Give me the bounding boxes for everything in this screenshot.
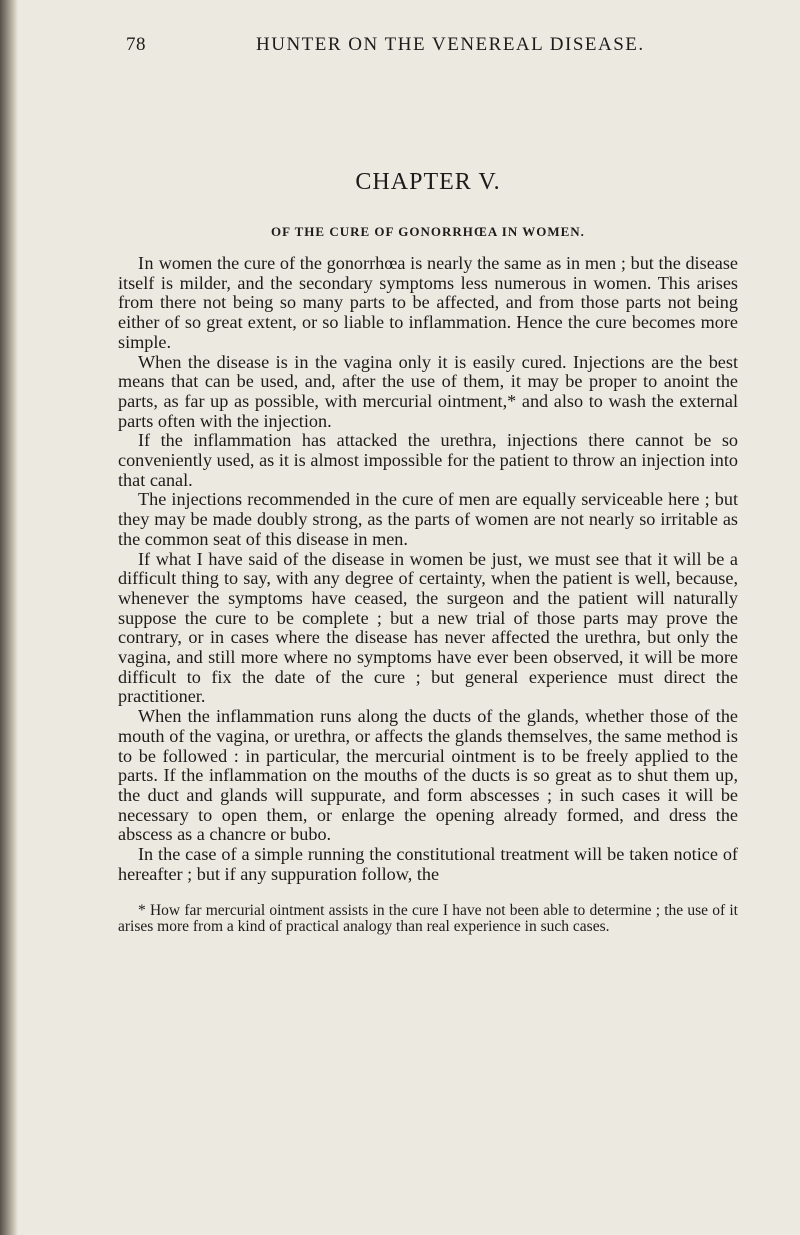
paragraph: When the disease is in the vagina only it is easily cured. Injections are the best means that can be used, and, after the use of them, it may be proper to anoint the parts, as far up as possible, with mercurial ointment,* and also to wash the external parts often with the injection. [118,351,738,431]
page-number: 78 [126,34,146,55]
paragraph: The injections recommended in the cure of men are equally serviceable here ; but they may be made doubly strong, as the parts of women are not nearly so irritable as the common seat of this disease in men. [118,489,738,549]
body-text [118,254,738,885]
running-head [118,34,738,60]
running-head-title: HUNTER ON THE VENEREAL DISEASE. [256,34,645,55]
paragraph-text: women the cure of the gonorrhœa is nearly the same as in men ; but the disease itself is milder, and the secondary symptoms less numerous in women. This arises from there not being so many parts to be affected, and from those parts not being either of so great extent, or so liable to inflammation. Hence the cure becomes more simple. [118,253,738,352]
chapter-title: CHAPTER V. [355,169,501,195]
book-binding-shadow [0,0,18,1235]
paragraph-lead-word: In [138,253,154,273]
paragraph: If the inflammation has attacked the urethra, injections there cannot be so conveniently used, as it is almost impossible for the patient to throw an injection into that canal. [118,430,738,490]
paragraph: When the inflammation runs along the ducts of the glands, whether those of the mouth of the vagina, or urethra, or affects the glands themselves, the same method is to be followed : in particular, the mercurial ointment is to be freely applied to the parts. If the inflammation on the mouths of the ducts is so great as to shut them up, the duct and glands will suppurate, and form abscesses ; in such cases it will be necessary to open them, or enlarge the opening already formed, and dress the abscess as a chancre or bubo. [118,706,738,845]
paragraph: In the case of a simple running the constitutional treatment will be taken notice of hereafter ; but if any suppuration follow, the [118,844,738,884]
book-page [118,34,738,951]
footnote: * How far mercurial ointment assists in the cure I have not been able to determine ; the use of it arises more from a kind of practical analogy than real experience in such cases. [118,901,738,935]
paragraph: If what I have said of the disease in women be just, we must see that it will be a difficult thing to say, with any degree of certainty, when the patient is well, because, whenever the symptoms have ceased, the surgeon and the patient will naturally suppose the cure to be complete ; but a new trial of those parts may prove the contrary, or in cases where the disease has never affected the urethra, but only the vagina, and still more where no symptoms have ever been observed, it will be more difficult to fix the date of the cure ; but general experience must direct the practitioner. [118,548,738,707]
paragraph [118,254,738,353]
chapter-subtitle: OF THE CURE OF GONORRHŒA IN WOMEN. [271,224,585,239]
